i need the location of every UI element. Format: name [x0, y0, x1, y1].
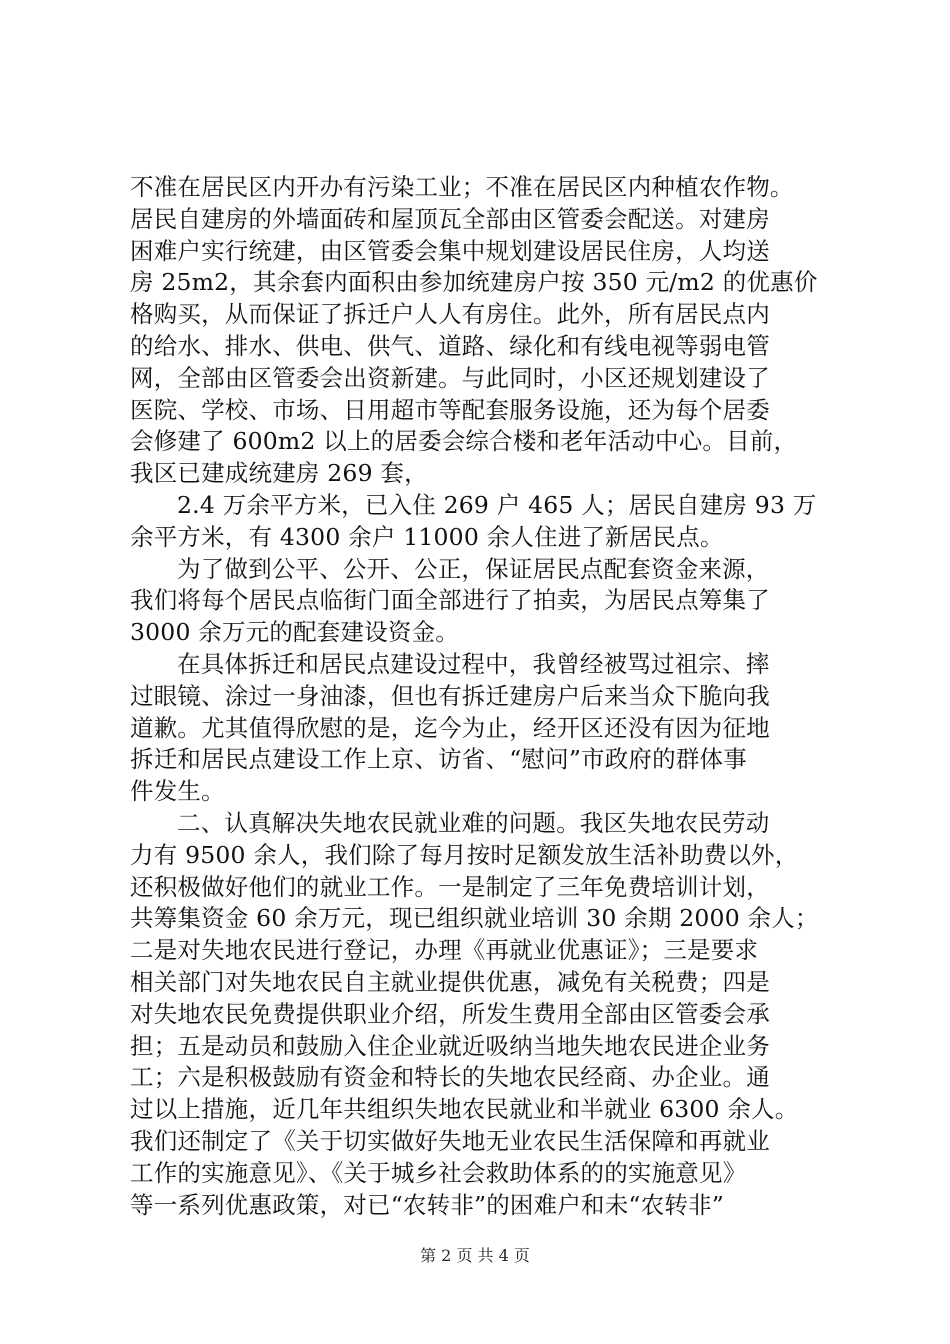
text-line: 共筹集资金 60 余万元，现已组织就业培训 30 余期 2000 余人；: [130, 904, 819, 933]
document-body: [130, 172, 830, 1221]
text-line: 余平方米，有 4300 余户 11000 余人住进了新居民点。: [130, 522, 724, 551]
text-line: 相关部门对失地农民自主就业提供优惠，减免有关税费；四是: [130, 967, 770, 996]
text-line: 过以上措施，近几年共组织失地农民就业和半就业 6300 余人。: [130, 1095, 799, 1124]
paragraph-start-line: 二、认真解决失地农民就业难的问题。我区失地农民劳动: [177, 808, 770, 837]
text-line: 过眼镜、涂过一身油漆，但也有拆迁建房户后来当众下脆向我: [130, 681, 770, 710]
text-line: 我们还制定了《关于切实做好失地无业农民生活保障和再就业: [130, 1126, 770, 1155]
text-line: 医院、学校、市场、日用超市等配套服务设施，还为每个居委: [130, 395, 770, 424]
text-line: 工；六是积极鼓励有资金和特长的失地农民经商、办企业。通: [130, 1063, 770, 1092]
text-line: 担；五是动员和鼓励入住企业就近吸纳当地失地农民进企业务: [130, 1031, 770, 1060]
text-line: 力有 9500 余人，我们除了每月按时足额发放生活补助费以外，: [130, 840, 799, 869]
text-line: 二是对失地农民进行登记，办理《再就业优惠证》；三是要求: [130, 936, 759, 965]
paragraph-start-line: 在具体拆迁和居民点建设过程中，我曾经被骂过祖宗、摔: [177, 649, 770, 678]
text-line: 工作的实施意见》、《关于城乡社会救助体系的的实施意见》: [130, 1158, 747, 1187]
text-line: 拆迁和居民点建设工作上京、访省、“慰问”市政府的群体事: [130, 745, 747, 774]
text-line: 格购买，从而保证了拆迁户人人有房住。此外，所有居民点内: [130, 300, 770, 329]
text-line: 3000 余万元的配套建设资金。: [130, 618, 459, 647]
text-line: 网，全部由区管委会出资新建。与此同时，小区还规划建设了: [130, 363, 770, 392]
text-line: 道歉。尤其值得欣慰的是，迄今为止，经开区还没有因为征地: [130, 713, 770, 742]
text-line: 房 25m2，其余套内面积由参加统建房户按 350 元/m2 的优惠价: [130, 268, 818, 297]
text-line: 等一系列优惠政策，对已“农转非”的困难户和未“农转非”: [130, 1190, 724, 1219]
text-line: 会修建了 600m2 以上的居委会综合楼和老年活动中心。目前，: [130, 427, 798, 456]
text-line: 件发生。: [130, 777, 225, 806]
text-line: 还积极做好他们的就业工作。一是制定了三年免费培训计划，: [130, 872, 770, 901]
text-line: 困难户实行统建，由区管委会集中规划建设居民住房，人均送: [130, 236, 770, 265]
paragraph-start-line: 2.4 万余平方米，已入住 269 户 465 人；居民自建房 93 万: [177, 490, 817, 519]
text-line: 不准在居民区内开办有污染工业；不准在居民区内种植农作物。: [130, 173, 794, 201]
text-line: 对失地农民免费提供职业介绍，所发生费用全部由区管委会承: [130, 999, 770, 1028]
paragraph-start-line: 为了做到公平、公开、公正，保证居民点配套资金来源，: [177, 554, 770, 583]
text-line: 我们将每个居民点临街门面全部进行了拍卖，为居民点筹集了: [130, 586, 770, 615]
text-line: 居民自建房的外墙面砖和屋顶瓦全部由区管委会配送。对建房: [130, 204, 770, 233]
page-number-footer: 第 2 页 共 4 页: [420, 1246, 530, 1265]
text-line: 的给水、排水、供电、供气、道路、绿化和有线电视等弱电管: [130, 331, 770, 360]
text-line: 我区已建成统建房 269 套，: [130, 459, 428, 488]
